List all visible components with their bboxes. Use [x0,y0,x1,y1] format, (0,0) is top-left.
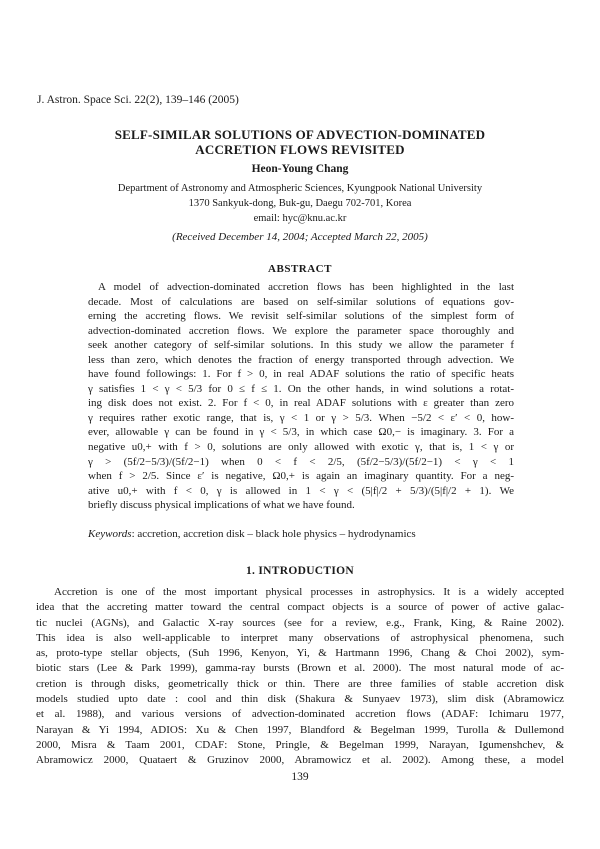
abstract-line: ever, allowable γ can be found in γ < 5/3, in which case Ω0,− is imaginary. 3. For a [88,426,514,439]
body-line: cretion is through disks, geometrically thick or thin. There are three families of stable accretion disk [36,677,564,690]
abstract-line: less than zero, which denotes the fraction of energy transported through advection. We [88,353,514,366]
journal-reference: J. Astron. Space Sci. 22(2), 139–146 (2005) [37,94,239,106]
abstract-line: ative u0,+ with f < 0, γ is allowed in 1 < γ < (5|f|/2 + 5/3)/(5|f|/2 + 1). We [88,484,514,497]
abstract-line: decade. Most of calculations are based on self-similar solutions of equations gov- [88,295,514,308]
abstract-line: ing disk does not exist. 2. For f < 0, in real ADAF solutions with ε greater than zero [88,397,514,410]
abstract-line: negative u0,+ with f > 0, solutions are only allowed with exotic γ, that is, 1 < γ or [88,441,514,454]
keywords-text: : accretion, accretion disk – black hole physics – hydrodynamics [131,528,416,540]
body-line: tic nuclei (AGNs), and Galactic X-ray sources (see for a review, e.g., Frank, King, & Raine 2002). [36,616,564,629]
received-dates: (Received December 14, 2004; Accepted March 22, 2005) [172,231,428,243]
introduction-body [36,585,564,769]
abstract-line: when f > 2/5. Since ε′ is negative, Ω0,+ is again an imaginary quantity. For a neg- [88,470,514,483]
abstract-line: A model of advection-dominated accretion flows has been highlighted in the last [98,281,514,293]
paper-title [60,127,540,157]
body-line: Abramowicz 2000, Quataert & Gruzinov 2000, Abramowicz et al. 2002). Among these, a model [36,754,564,767]
abstract-line: seek another category of self-similar solutions. In this study we allow the parameter f [88,339,514,352]
abstract-body [88,280,514,513]
abstract-line: γ satisfies 1 < γ < 5/3 for 0 ≤ f ≤ 1. On the other hands, in wind solutions a rotat- [88,382,514,395]
affiliation-line-1: Department of Astronomy and Atmospheric Sciences, Kyungpook National University [117,183,483,194]
body-line: biotic stars (Lee & Park 1999), gamma-ray bursts (Brown et al. 2000). The most natural mode of ac- [36,662,564,675]
title-line-1: SELF-SIMILAR SOLUTIONS OF ADVECTION-DOMINATED [114,127,486,142]
keywords [88,528,416,540]
body-line: et al. 1988), and various versions of advection-dominated accretion flows (ADAF: Ichimaru 1977, [36,708,564,721]
body-line: This idea is also well-applicable to interpret many observations of astrophysical phenomena, such [36,631,564,644]
keywords-label: Keywords [88,528,132,540]
author-name: Heon-Young Chang [251,163,349,175]
abstract-heading: ABSTRACT [268,263,332,275]
body-line: 2000, Misra & Taam 2001, CDAF: Stone, Pringle, & Begelman 1999, Narayan, Igumenshchev, & [36,738,564,751]
body-line: Accretion is one of the most important physical processes in astrophysics. It is a widely accepted [54,586,564,598]
page-number: 139 [291,771,309,783]
abstract-line: γ > (5f/2−5/3)/(5f/2−1) when 0 < f < 2/5, (5f/2−5/3)/(5f/2−1) < γ < 1 [88,455,514,468]
abstract-line: briefly discuss physical implications of what we have found. [88,499,355,512]
body-line: Narayan & Yi 1994, ADIOS: Xu & Chen 1997, Blandford & Begelman 1999, Turolla & Dullemond [36,723,564,736]
author-email: email: hyc@knu.ac.kr [253,213,347,224]
body-line: models studied upto date : cool and thin disk (Shakura & Sunyaev 1973), slim disk (Abramowicz [36,693,564,706]
abstract-line: erning the accreting flows. We revisit self-similar solutions of the simplest form of [88,310,514,323]
section-heading: 1. INTRODUCTION [245,565,354,577]
abstract-line: have found followings: 1. For f > 0, in real ADAF solutions the ratio of specific heats [88,368,514,381]
affiliation-line-2: 1370 Sankyuk-dong, Buk-gu, Daegu 702-701, Korea [188,198,412,209]
title-line-2: ACCRETION FLOWS REVISITED [195,142,405,157]
body-line: as, proto-type stellar objects, (Suh 1996, Kenyon, Yi, & Hartmann 1996, Chang & Choi 2002), sym- [36,647,564,660]
abstract-line: advection-dominated accretion flows. We explore the parameter space thoroughly and [88,324,514,337]
abstract-line: γ requires rather exotic range, that is, γ < 1 or γ > 5/3. When −5/2 < ε′ < 0, how- [88,411,514,424]
body-line: idea that the accreting matter toward the central compact objects is a source of power of active galac- [36,601,564,614]
affiliation [60,181,540,226]
